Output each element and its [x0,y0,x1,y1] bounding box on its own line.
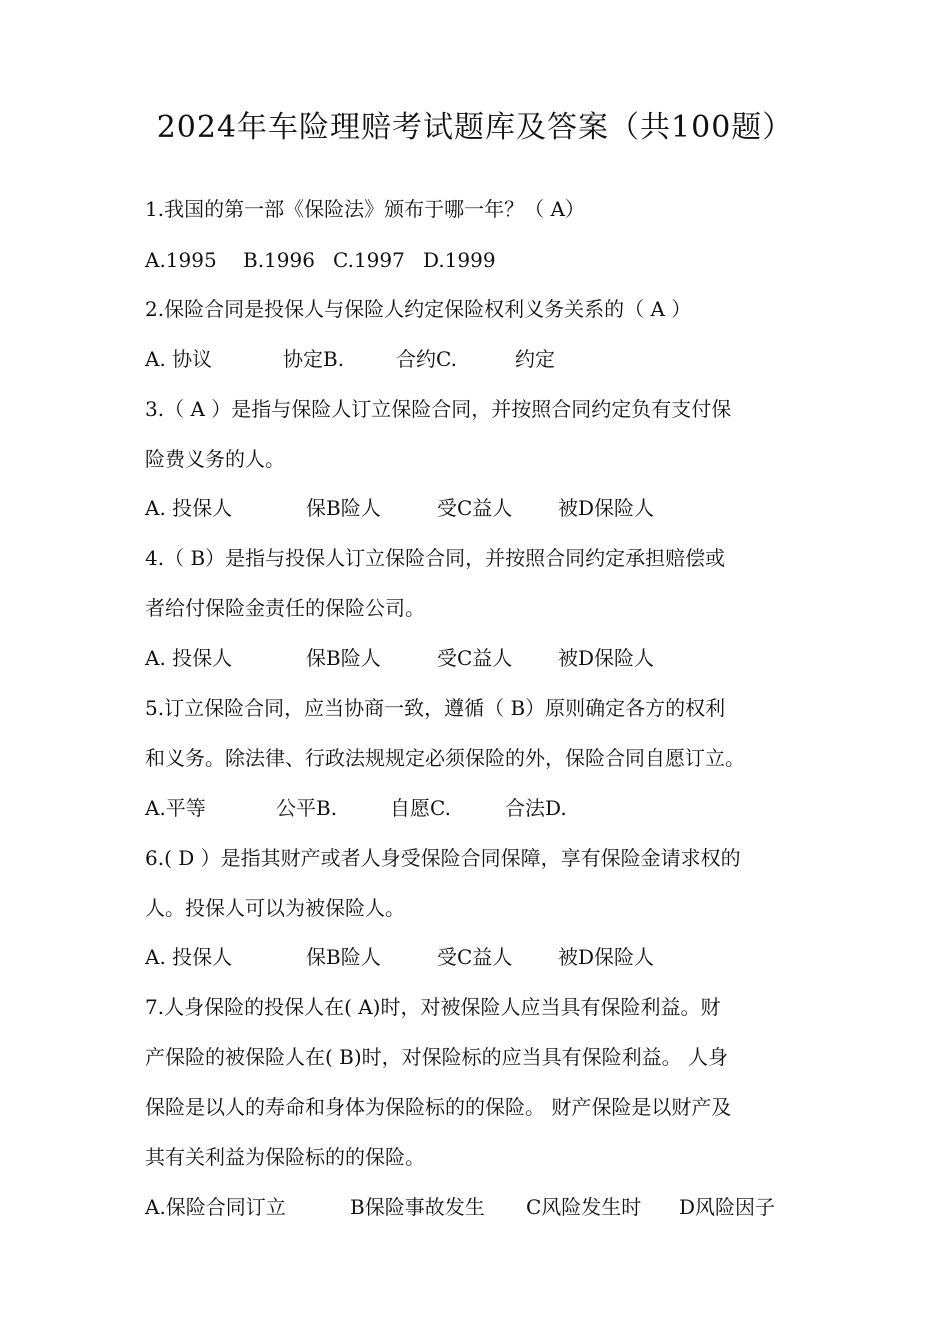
question-5-option-b: 公平B. [276,796,338,820]
question-4-text-line-1: 4.（ B）是指与投保人订立保险合同，并按照合同约定承担赔偿或 [145,546,726,570]
question-2-option-d: 约定 [515,347,555,371]
question-7-text-line-1: 7.人身保险的投保人在( A)时，对被保险人应当具有保险利益。财 [145,995,721,1019]
question-1-option-d: D.1999 [423,248,496,272]
question-3-option-a: A. 投保人 [145,496,233,520]
question-1-option-b: B.1996 [243,248,315,272]
question-7-option-b: B保险事故发生 [350,1195,485,1219]
question-6-text-line-1: 6.( D ）是指其财产或者人身受保险合同保障，享有保险金请求权的 [145,846,741,870]
question-3-option-d: 被D保险人 [558,496,655,520]
question-3-option-b: 保B险人 [306,496,381,520]
question-7-option-a: A.保险合同订立 [145,1195,286,1219]
question-6-option-a: A. 投保人 [145,945,233,969]
question-6-text-line-2: 人。投保人可以为被保险人。 [145,896,405,920]
question-2-option-a: A. 协议 [145,347,213,371]
page-title: 2024年车险理赔考试题库及答案（共100题） [156,110,794,145]
question-5-text-line-2: 和义务。除法律、行政法规规定必须保险的外，保险合同自愿订立。 [145,746,745,770]
question-3-text-line-1: 3.（ A ）是指与保险人订立保险合同，并按照合同约定负有支付保 [145,397,732,421]
question-4-option-a: A. 投保人 [145,646,233,670]
question-1-text: 1.我国的第一部《保险法》颁布于哪一年？（ A） [145,197,585,221]
question-5-option-c: 自愿C. [390,796,451,820]
question-1-option-a: A.1995 [145,248,217,272]
question-1-option-c: C.1997 [333,248,405,272]
question-3-option-c: 受C益人 [437,496,513,520]
question-4-option-b: 保B险人 [306,646,381,670]
question-7-text-line-3: 保险是以人的寿命和身体为保险标的的保险。 财产保险是以财产及 [145,1095,732,1119]
question-3-text-line-2: 险费义务的人。 [145,447,285,471]
question-5-option-d: 合法D. [505,796,567,820]
question-6-option-b: 保B险人 [306,945,381,969]
question-2-text: 2.保险合同是投保人与保险人约定保险权利义务关系的（ A ） [145,297,692,321]
question-6-option-d: 被D保险人 [558,945,655,969]
question-5-option-a: A.平等 [145,796,206,820]
question-4-text-line-2: 者给付保险金责任的保险公司。 [145,596,425,620]
question-4-option-d: 被D保险人 [558,646,655,670]
question-7-option-d: D风险因子 [679,1195,776,1219]
question-7-text-line-4: 其有关利益为保险标的的保险。 [145,1145,425,1169]
question-7-option-c: C风险发生时 [526,1195,642,1219]
question-6-option-c: 受C益人 [437,945,513,969]
question-4-option-c: 受C益人 [437,646,513,670]
question-7-text-line-2: 产保险的被保险人在( B)时，对保险标的应当具有保险利益。 人身 [145,1045,729,1069]
question-2-option-b: 协定B. [283,347,345,371]
question-2-option-c: 合约C. [396,347,457,371]
question-5-text-line-1: 5.订立保险合同，应当协商一致，遵循（ B）原则确定各方的权利 [145,696,726,720]
